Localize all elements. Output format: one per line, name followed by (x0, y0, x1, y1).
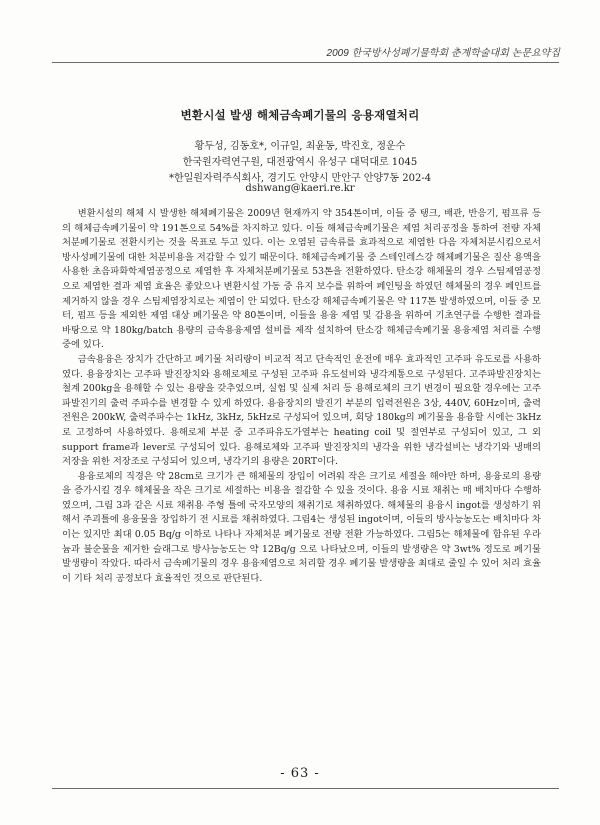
page-number: - 63 - (280, 766, 320, 781)
footer-rule (52, 788, 559, 789)
contact-email: dshwang@kaeri.re.kr (245, 183, 355, 194)
header-rule (52, 62, 559, 63)
body-paragraph: 금속용융은 장치가 간단하고 폐기물 처리량이 비교적 적고 단속적인 운전에 매우 효과적인 고주파 유도로를 사용하였다. 용융장치는 고주파 발진장치와 용해로체로 구성된 고주파 유도설비와 냉각계통으로 구성된다. 고주파발진장치는 철계 200kg을 용해할 수 있는 용량을 갖추었으며, 실험 및 실제 처리 등 용해로체의 크기 변경이 필요할 경우에는 고주파발진기의 출력 주파수를 변경할 수 있게 하였다. 용융장치의 발진기 부분의 입력전원은 3상, 440V, 60Hz이며, 출력전원은 200kW, 출력주파수는 1kHz, 3kHz, 5kHz로 구성되어 있으며, 회당 180kg의 폐기물을 용융할 시에는 3kHz로 고정하여 사용하였다. 용해로체 부분 중 고주파유도가열부는 heating coil 및 절연부로 구성되어 있고, 그 외 support frame과 lever로 구성되어 있다. 용해로체와 고주파 발진장치의 냉각을 위한 냉각설비는 냉각기와 냉매의 저장을 위한 저장조로 구성되어 있으며, 냉각기의 용량은 20RT이다. (62, 353, 541, 468)
body-paragraph: 용융로체의 직경은 약 28cm로 크기가 큰 해체물의 장입이 어려워 작은 크기로 세절을 해야만 하며, 용융로의 용량을 증가시킬 경우 해체물을 작은 크기로 세절하는 비용을 절감할 수 있을 것이다. 용융 시료 채취는 매 배치마다 수행하였으며, 그림 3과 같은 시료 채취용 주형 틀에 국자모양의 채취기로 채취하였다. 해체물의 용융시 ingot를 생성하기 위해서 주괴틀에 용융물을 장입하기 전 시료를 채취하였다. 그림4는 생성된 ingot이며, 이들의 방사능농도는 배치마다 차이는 있지만 최대 0.05 Bq/g 이하로 나타나 자체처분 폐기물로 전량 전환 가능하였다. 그림5는 해체물에 함유된 우라늄과 불순물을 제거한 슬래그로 방사능농도는 약 12Bq/g 으로 나타났으며, 이들의 발생량은 약 3wt% 정도로 폐기물 발생량이 작았다. 따라서 금속폐기물의 경우 용융제염으로 처리할 경우 폐기물 발생량을 최대로 줄일 수 있어 처리 효율이 기타 처리 공정보다 효율적인 것으로 판단된다. (62, 470, 541, 584)
conference-header: 2009 한국방사성폐기물학회 춘계학술대회 논문요약집 (326, 48, 560, 59)
paper-title: 변환시설 발생 해체금속폐기물의 응용재열처리 (180, 108, 420, 122)
body-paragraph: 변환시설의 해체 시 발생한 해체폐기물은 2009년 현재까지 약 354톤이며, 이들 중 탱크, 배관, 반응기, 펌프류 등의 해체금속폐기물이 약 191톤으로 54%를 차지하고 있다. 이들 해체금속폐기물은 제염 처리공정을 통하여 전량 자체처분폐기물로 전환시키는 것을 목표로 두고 있다. 이는 오염된 금속류를 효과적으로 제염한 다음 자체처분시킴으로서 방사성폐기물에 대한 처분비용을 저감할 수 있기 때문이다. 해체금속폐기물 중 스테인레스강 해체폐기물은 질산 용액을 사용한 초음파화학제염공정으로 제염한 후 자체처분폐기물로 53톤을 전환하였다. 탄소강 해체물의 경우 스팀제염공정으로 제염한 결과 제염 효율은 좋았으나 변환시설 가동 중 유지 보수를 위하여 페인팅을 하였던 해체물의 경우 페인트를 제거하지 않을 경우 스팀제염장치로는 제염이 안 되었다. 탄소강 해체금속폐기물은 약 117톤 발생하였으며, 이들 중 모터, 펌프 등을 제외한 제염 대상 폐기물은 약 80톤이며, 이들을 용융 제염 및 감용을 위하여 기초연구를 수행한 결과를 바탕으로 약 180kg/batch 용량의 금속용융제염 설비를 제작 설치하여 탄소강 해체금속폐기물 용융제염 처리를 수행 중에 있다. (62, 208, 541, 351)
author-list: 황두성, 김동호*, 이규일, 최윤동, 박진호, 정운수 (194, 141, 406, 152)
affiliation-secondary: *한일원자력주식회사, 경기도 안양시 만안구 안양7동 202-4 (168, 173, 432, 184)
abstract-body (62, 207, 541, 586)
affiliation-primary: 한국원자력연구원, 대전광역시 유성구 대덕대로 1045 (182, 157, 418, 168)
